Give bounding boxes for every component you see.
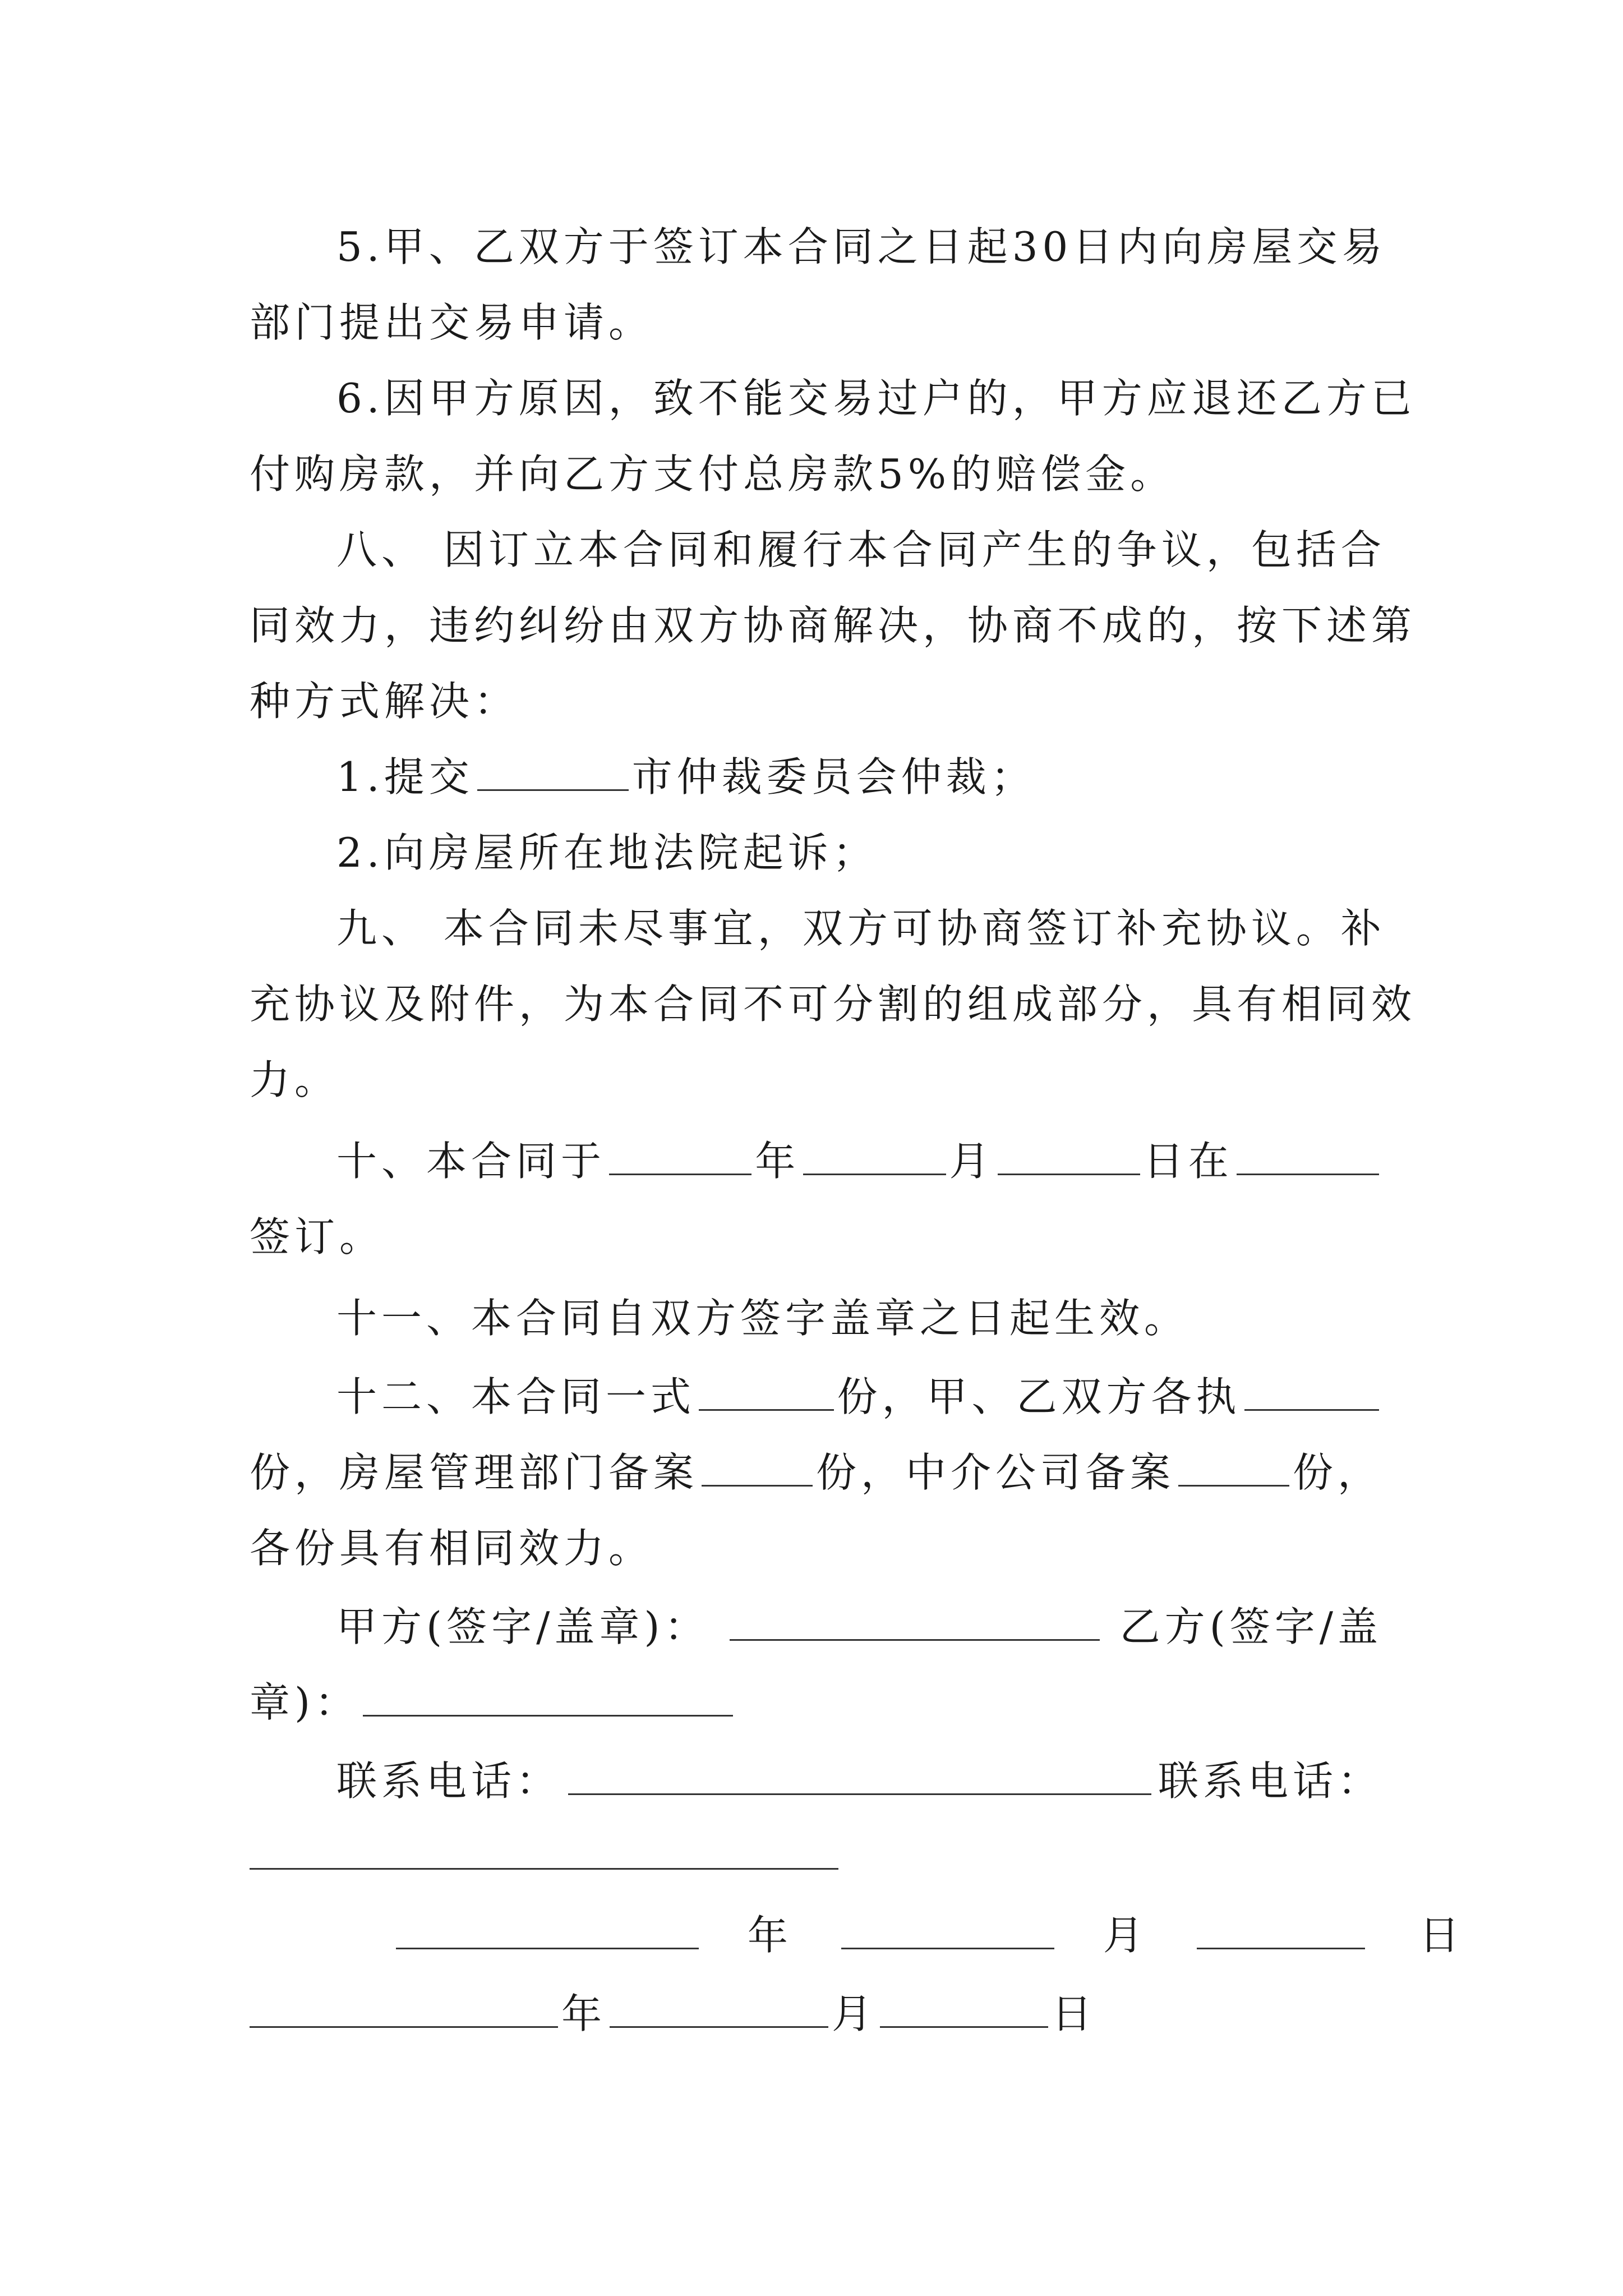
clause-10-line-2: 签订。 xyxy=(250,1213,385,1260)
signature-row-2 xyxy=(250,1674,1382,1731)
party-a-month-label: 月 xyxy=(1103,1912,1148,1959)
sign-month-blank[interactable] xyxy=(803,1134,946,1175)
copies-total-blank[interactable] xyxy=(699,1370,833,1411)
clause-8-option-2: 2.向房屋所在地法院起诉； xyxy=(336,829,878,876)
party-b-month-label: 月 xyxy=(832,1990,877,2037)
sign-day-blank[interactable] xyxy=(998,1134,1140,1175)
party-a-phone-blank[interactable] xyxy=(568,1754,1151,1795)
arbitration-city-blank[interactable] xyxy=(477,750,629,791)
party-b-year-blank[interactable] xyxy=(250,1987,558,2028)
party-b-year-label: 年 xyxy=(561,1990,607,2037)
clause-12-copies-suffix: 份， xyxy=(1292,1449,1382,1496)
party-b-signature-label: 乙方(签字/盖 xyxy=(1119,1603,1382,1650)
clause-10-year-label: 年 xyxy=(755,1138,800,1185)
clause-12-line-2 xyxy=(250,1444,1382,1501)
copies-each-party-blank[interactable] xyxy=(1244,1370,1379,1411)
party-a-year-blank[interactable] xyxy=(396,1908,699,1949)
option-1-prefix: 1.提交 xyxy=(336,753,474,800)
party-a-year-label: 年 xyxy=(747,1912,792,1959)
sign-place-blank[interactable] xyxy=(1237,1134,1379,1175)
clause-12-agency: 份，中介公司备案 xyxy=(815,1449,1175,1496)
party-b-phone-label: 联系电话： xyxy=(1158,1757,1382,1805)
party-a-signature-label: 甲方(签字/盖章)： xyxy=(336,1603,709,1650)
party-a-signature-blank[interactable] xyxy=(730,1600,1100,1641)
clause-8-option-1 xyxy=(336,749,1382,805)
clause-5-line-1: 5.甲、乙双方于签订本合同之日起30日内向房屋交易 xyxy=(336,223,1387,270)
clause-12-mid: 份，甲、乙双方各执 xyxy=(837,1373,1241,1420)
party-b-signature-label-cont: 章)： xyxy=(250,1679,360,1726)
party-b-month-blank[interactable] xyxy=(610,1987,828,2028)
clause-8-line-2: 同效力，违约纠纷由双方协商解决，协商不成的，按下述第 xyxy=(250,602,1417,649)
party-a-phone-label: 联系电话： xyxy=(336,1757,561,1805)
clause-10-prefix: 十、本合同于 xyxy=(336,1138,606,1185)
copies-agency-blank[interactable] xyxy=(1178,1446,1289,1487)
clause-8-line-3: 种方式解决： xyxy=(250,678,519,725)
party-b-date-row xyxy=(250,1986,1382,2042)
clause-9-line-2: 充协议及附件，为本合同不可分割的组成部分，具有相同效 xyxy=(250,981,1417,1028)
party-a-date-row xyxy=(393,1907,1464,1963)
party-a-day-blank[interactable] xyxy=(1197,1908,1365,1949)
party-b-signature-blank[interactable] xyxy=(363,1676,733,1717)
clause-10-month-label: 月 xyxy=(949,1138,994,1185)
phone-row xyxy=(336,1753,1382,1809)
party-b-day-label: 日 xyxy=(1052,1990,1097,2037)
party-b-day-blank[interactable] xyxy=(880,1987,1048,2028)
clause-10-day-label: 日在 xyxy=(1143,1138,1233,1185)
copies-housing-dept-blank[interactable] xyxy=(702,1446,813,1487)
clause-6-line-1: 6.因甲方原因，致不能交易过户的，甲方应退还乙方已 xyxy=(336,375,1416,422)
clause-12-line-1 xyxy=(336,1369,1382,1425)
clause-9-line-3: 力。 xyxy=(250,1056,340,1103)
signature-row xyxy=(336,1599,1382,1655)
clause-9-line-1: 九、 本合同未尽事宜，双方可协商签订补充协议。补 xyxy=(336,905,1386,952)
party-b-phone-blank[interactable] xyxy=(250,1868,838,1870)
clause-5-line-2: 部门提出交易申请。 xyxy=(250,299,654,346)
sign-year-blank[interactable] xyxy=(609,1134,751,1175)
clause-11: 十一、本合同自双方签字盖章之日起生效。 xyxy=(336,1295,1189,1342)
clause-8-line-1: 八、 因订立本合同和履行本合同产生的争议，包括合 xyxy=(336,526,1386,573)
clause-6-line-2: 付购房款，并向乙方支付总房款5%的赔偿金。 xyxy=(250,450,1175,498)
clause-12-line-3: 各份具有相同效力。 xyxy=(250,1525,654,1572)
party-a-month-blank[interactable] xyxy=(841,1908,1054,1949)
clause-12-housing-dept: 份，房屋管理部门备案 xyxy=(250,1449,699,1496)
party-a-day-label: 日 xyxy=(1419,1912,1464,1959)
clause-12-prefix: 十二、本合同一式 xyxy=(336,1373,696,1420)
option-1-suffix: 市仲裁委员会仲裁； xyxy=(631,753,1036,800)
clause-10-line-1 xyxy=(336,1133,1382,1189)
